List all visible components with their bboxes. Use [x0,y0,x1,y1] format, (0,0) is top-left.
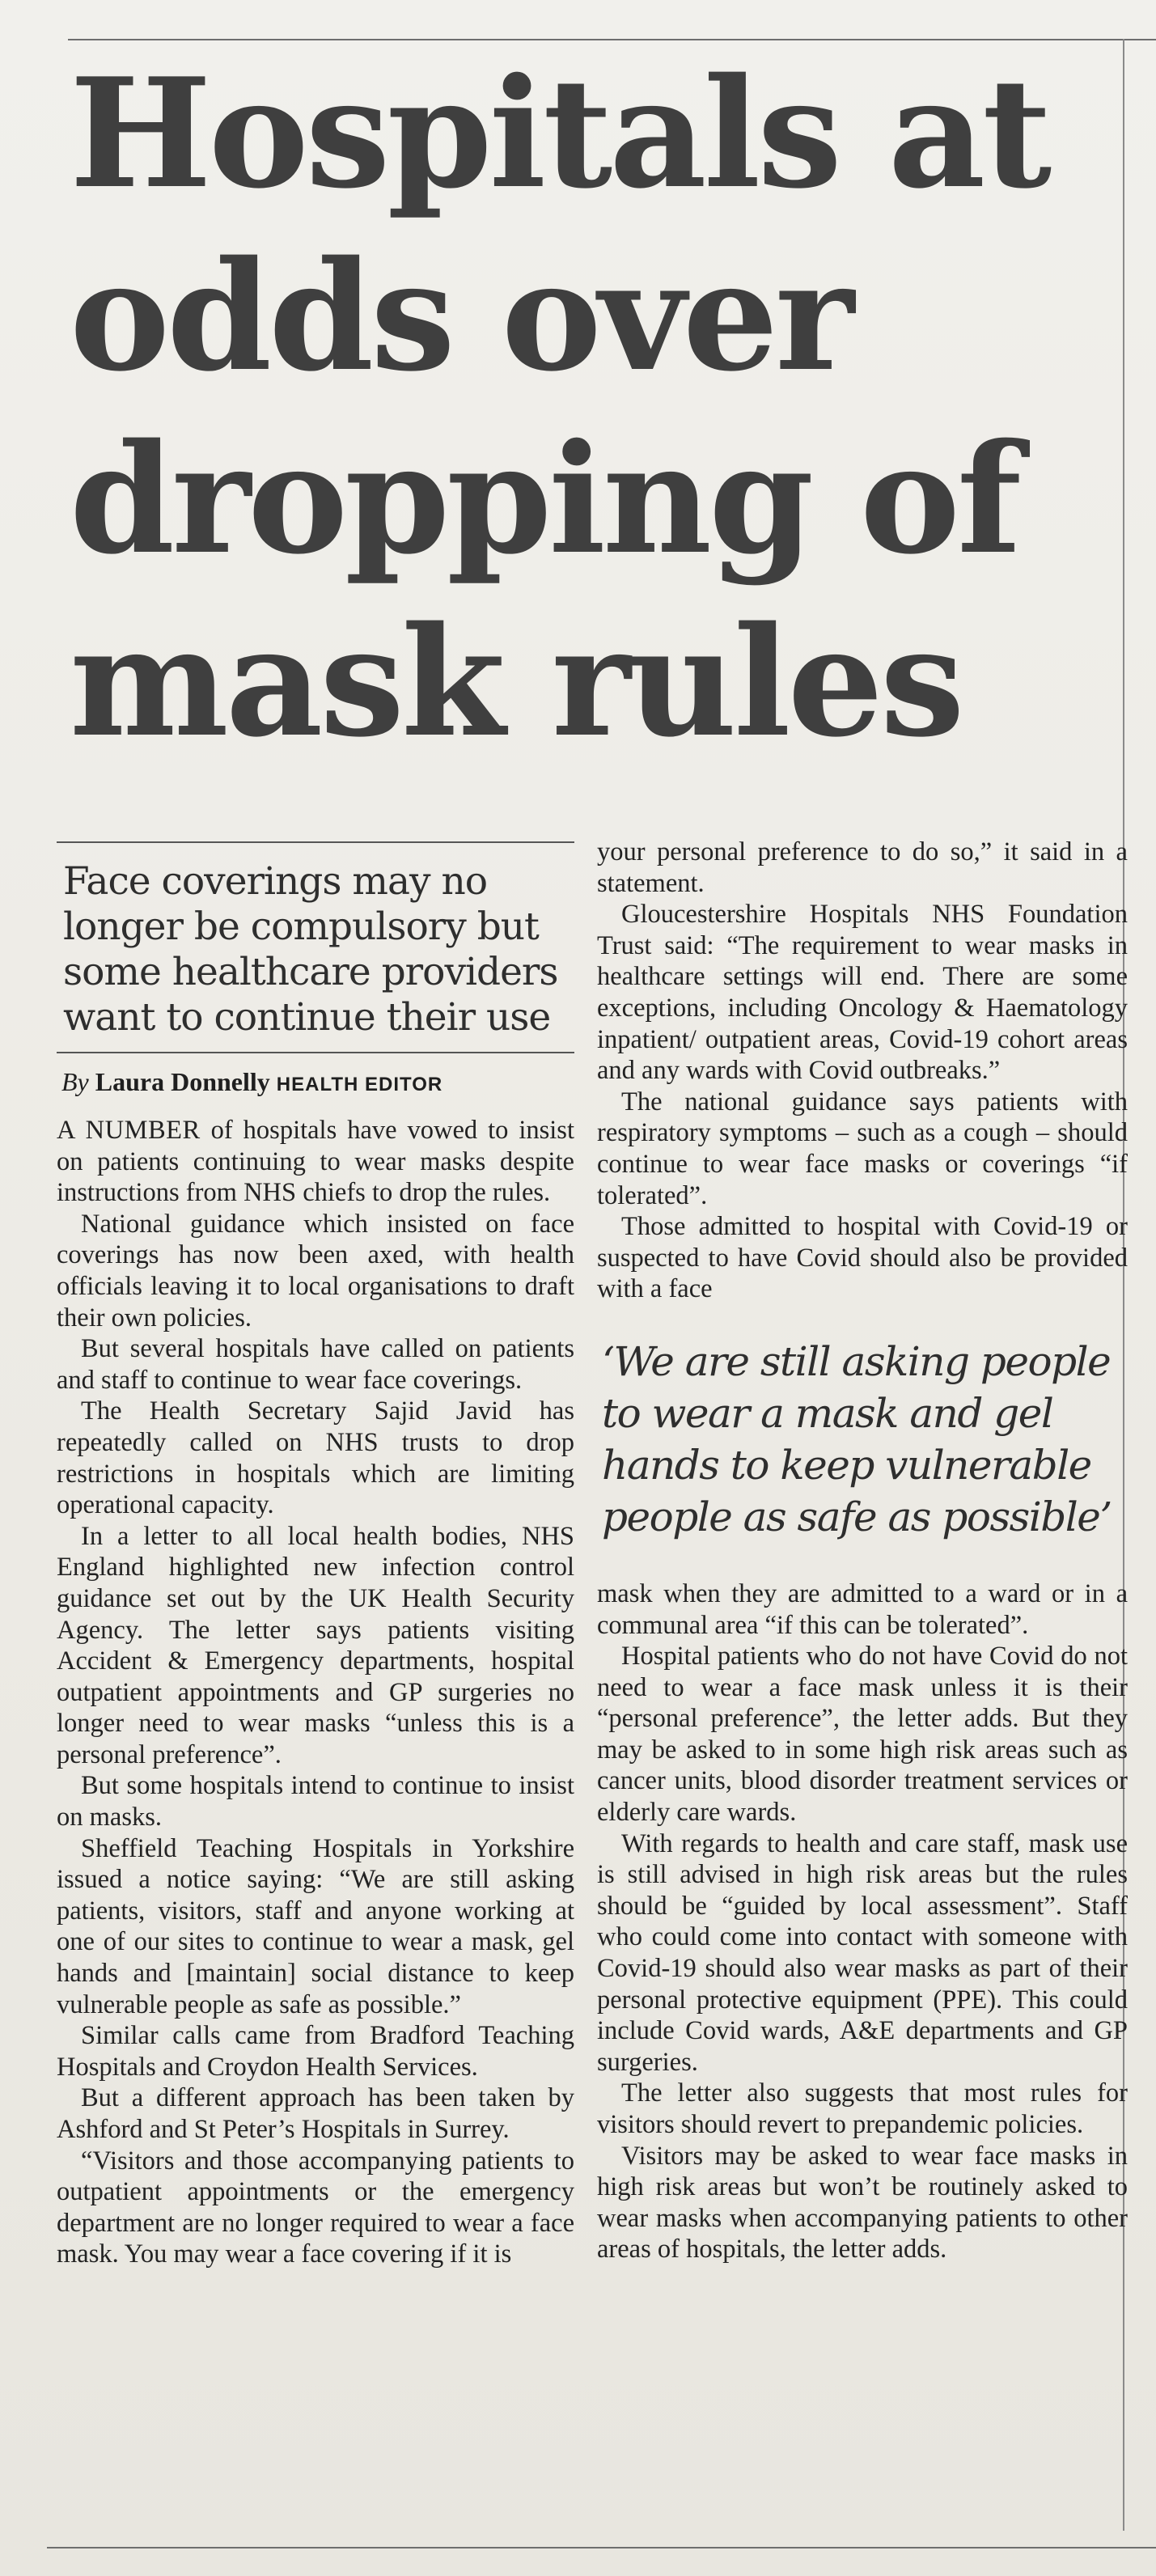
paragraph: “Visitors and those accompanying patients to outpatient appointments or the emergency department are no longer required to wear a face mask. You may wear a face covering if it is [57,2146,574,2269]
right-column-body-bottom [597,1578,1128,2265]
byline-role: HEALTH EDITOR [276,1074,443,1095]
paragraph: But several hospitals have called on patients and staff to continue to wear face coverings. [57,1334,574,1395]
paragraph: your personal preference to do so,” it said in a statement. [597,837,1128,898]
paragraph: Visitors may be asked to wear face masks in high risk areas but won’t be routinely asked to wear masks when accompanying patients to other areas of hospitals, the letter adds. [597,2141,1128,2265]
paragraph [57,1115,574,1209]
paragraph: mask when they are admitted to a ward or in a communal area “if this can be tolerated”. [597,1578,1128,1640]
paragraph: But a different approach has been taken by Ashford and St Peter’s Hospitals in Surrey. [57,2083,574,2144]
left-column [57,841,574,2270]
right-column [597,837,1128,2265]
paragraph: The Health Secretary Sajid Javid has repeatedly called on NHS trusts to drop restrictions in hospitals which are limiting operational capacity. [57,1396,574,1520]
bottom-rule [47,2547,1156,2548]
standfirst-rule-bottom [57,1052,574,1053]
paragraph: In a letter to all local health bodies, NHS England highlighted new infection control guidance set out by the UK Health Security Agency. The letter says patients visiting Accident & Emergency departments, hospital outpatient appointments and GP surgeries no longer need to wear masks “unless this is a personal preference”. [57,1521,574,1769]
lead-text: of hospitals have vowed to insist on patients continuing to wear masks despite instructions from NHS chiefs to drop the rules. [57,1116,574,1208]
paragraph: Those admitted to hospital with Covid-19 or suspected to have Covid should also be provided with a face [597,1212,1128,1304]
headline: Hospitals at odds over dropping of mask rules [70,44,1049,770]
byline-author: Laura Donnelly [95,1067,270,1096]
byline [61,1065,574,1102]
paragraph: National guidance which insisted on face coverings has now been axed, with health officials leaving it to local organisations to draft their own policies. [57,1209,574,1332]
top-rule [68,39,1156,40]
paragraph: With regards to health and care staff, mask use is still advised in high risk areas but the rules should be “guided by local assessment”. Staff who could come into contact with someone with Covid-19 should also wear masks as part of their personal protective equipment (PPE). This could include Covid wards, A&E departments and GP surgeries. [597,1828,1128,2077]
paragraph: The letter also suggests that most rules for visitors should revert to prepandemic policies. [597,2078,1128,2139]
paragraph: Sheffield Teaching Hospitals in Yorkshire issued a notice saying: “We are still asking patients, visitors, staff and anyone working at one of our sites to continue to wear a mask, gel hands and [maintain] social distance to keep vulnerable people as safe as possible.” [57,1833,574,2019]
lead-caps: A NUMBER [57,1116,201,1145]
pull-quote: ‘We are still asking people to wear a mask and gel hands to keep vulnerable people as safe as possible’ [602,1337,1112,1540]
paragraph: But some hospitals intend to continue to insist on masks. [57,1771,574,1832]
standfirst: Face coverings may no longer be compulsory but some healthcare providers want to continue their use [63,859,558,1040]
paragraph: Similar calls came from Bradford Teaching Hospitals and Croydon Health Services. [57,2021,574,2082]
left-column-body [57,1115,574,2270]
paragraph: The national guidance says patients with respiratory symptoms – such as a cough – should continue to wear face masks or coverings “if tolerated”. [597,1087,1128,1210]
paragraph: Gloucestershire Hospitals NHS Foundation Trust said: “The requirement to wear masks in healthcare settings will end. There are some exceptions, including Oncology & Haematology inpatient/ outpatient areas, Covid-19 cohort areas and any wards with Covid outbreaks.” [597,900,1128,1086]
paragraph: Hospital patients who do not have Covid do not need to wear a face mask unless it is their “personal preference”, the letter adds. But they may be asked to in some high risk areas such as cancer units, blood disorder treatment services or elderly care wards. [597,1642,1128,1828]
byline-by: By [61,1067,89,1096]
right-column-body-top [597,837,1128,1305]
standfirst-rule-top [57,841,574,843]
